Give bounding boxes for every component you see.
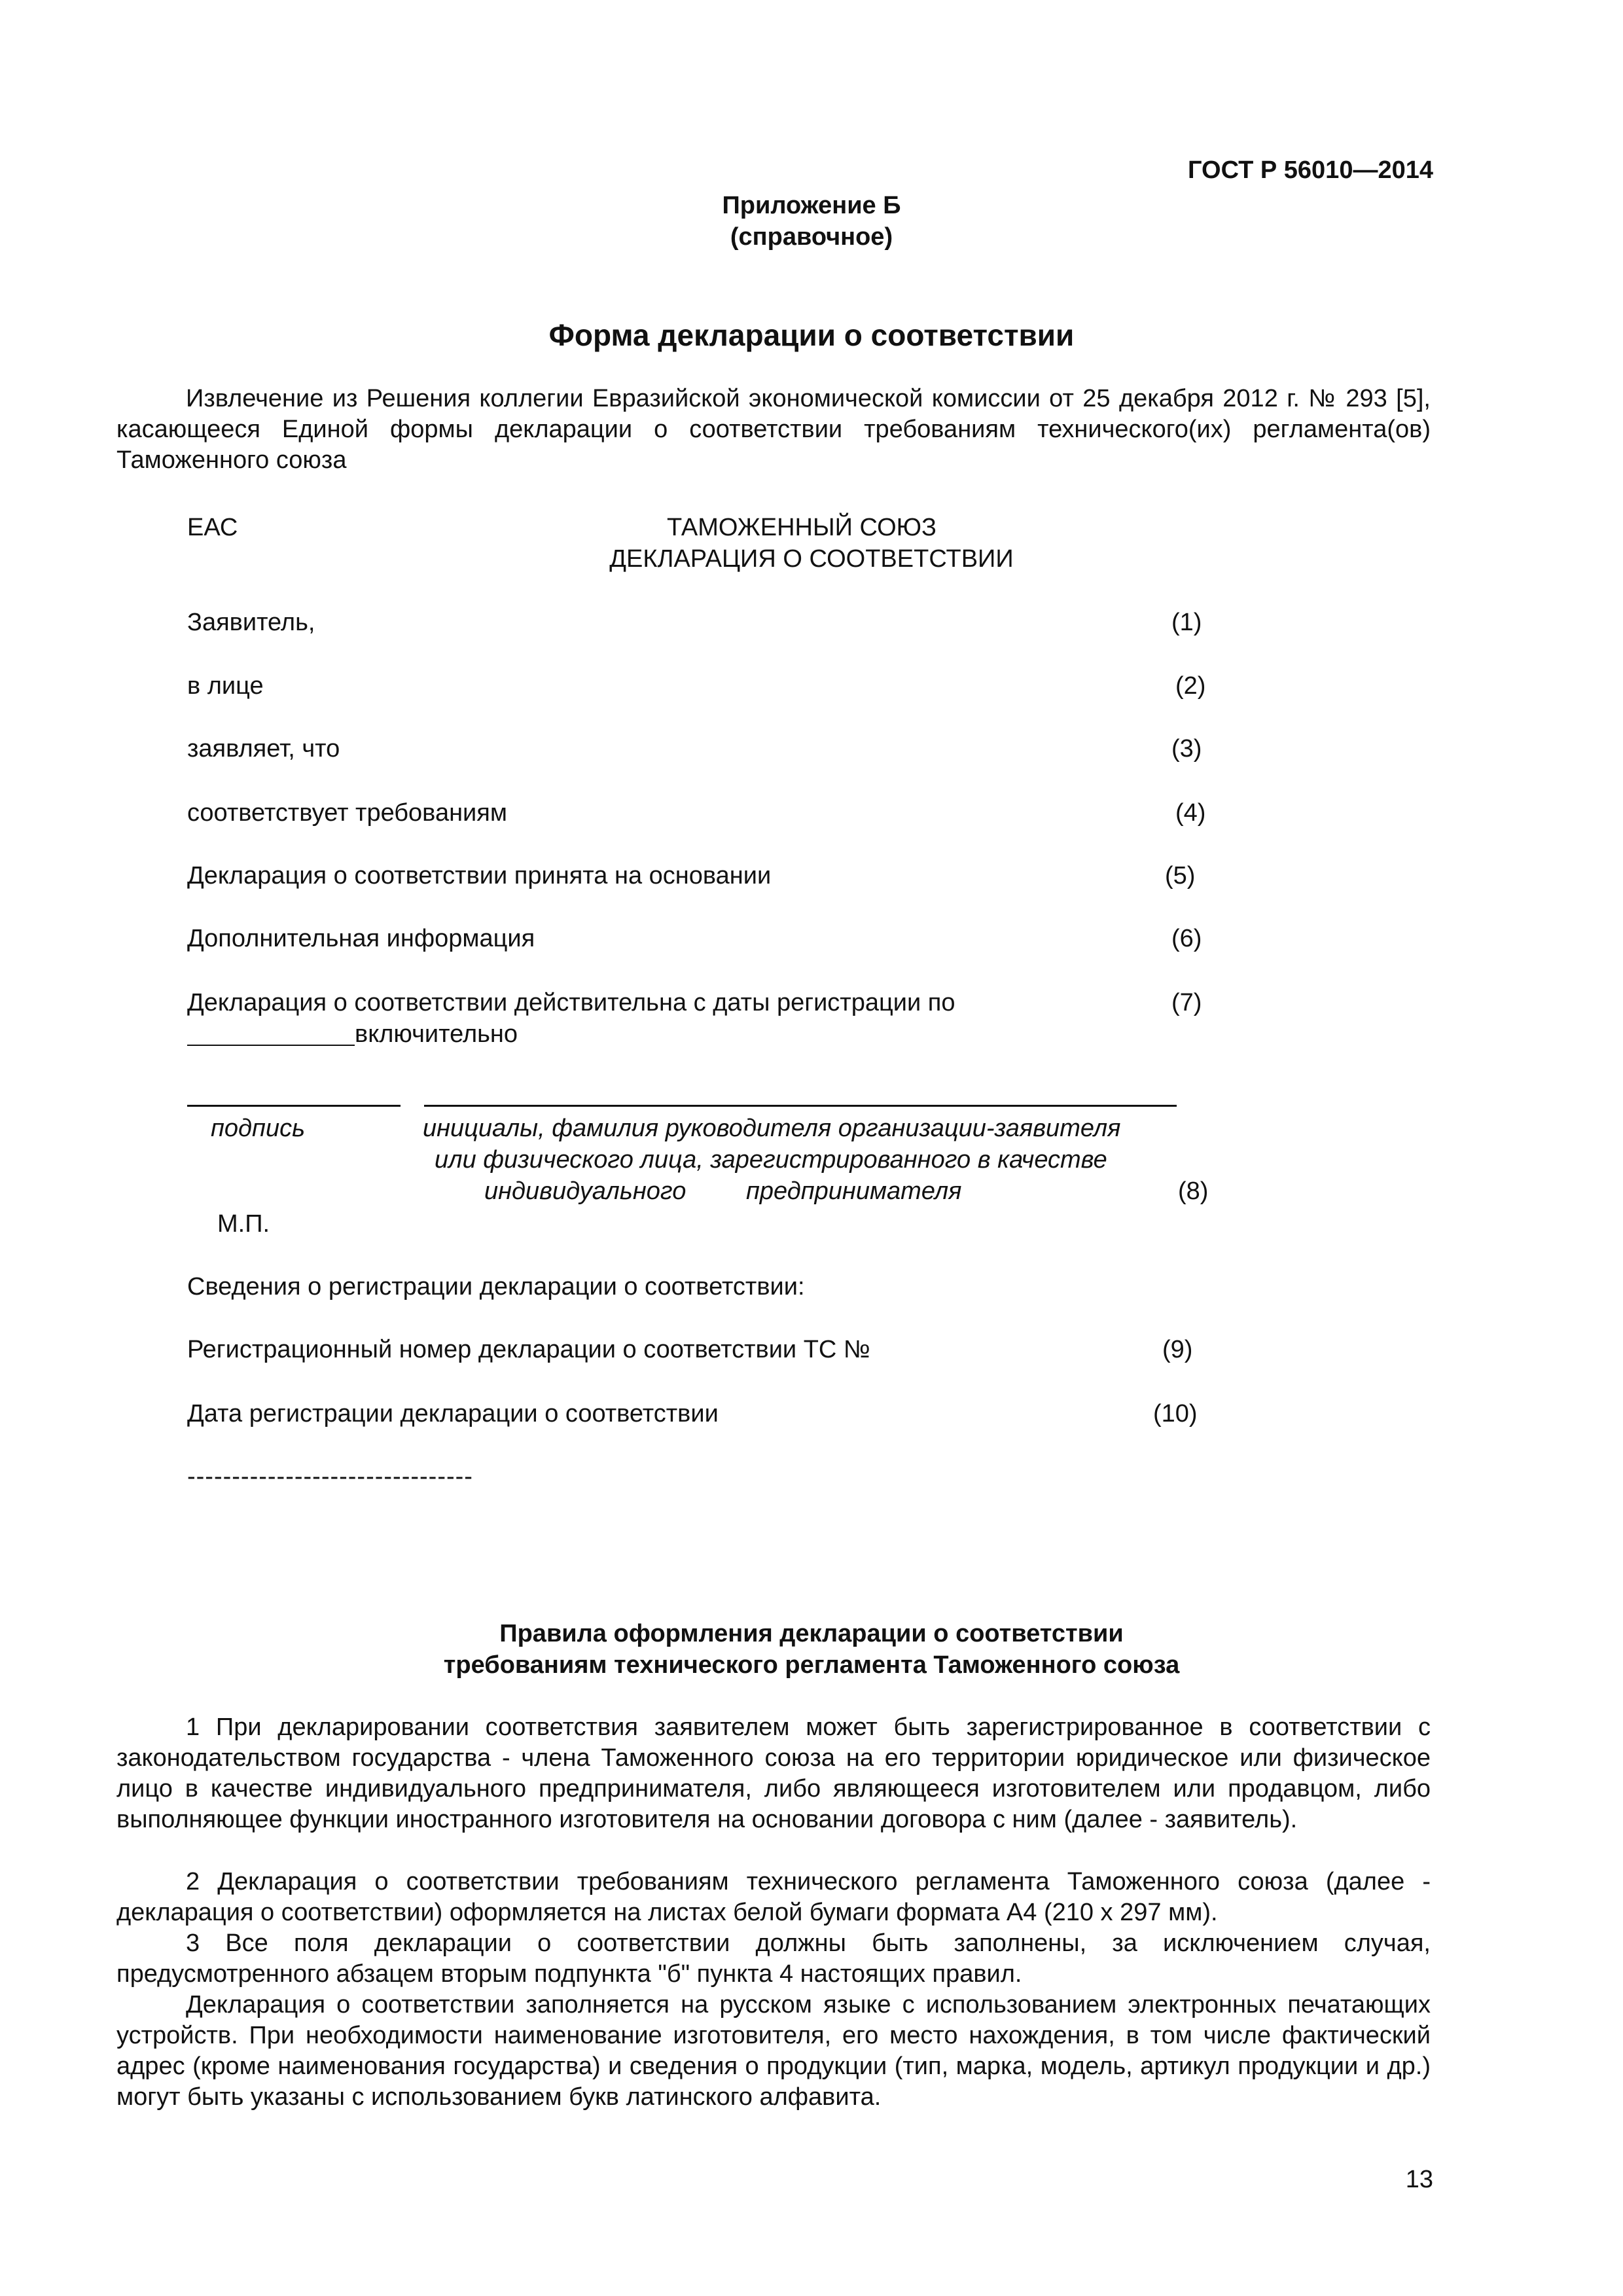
field-num-1: (1): [1171, 609, 1202, 636]
rules-paragraph-1: 1 При декларировании соответствия заявителем может быть зарегистрированное в соответствии с законодательством государства - члена Таможенного союза на его территории юридическое или физическое лицо в качестве индивидуального предпринимателя, либо являющееся изготовителем или продавцом, либо выполняющее функции иностранного изготовителя на основании договора с ним (далее - заявитель).: [116, 1713, 1431, 1833]
field-num-7: (7): [1171, 989, 1202, 1016]
signer-name-line: [424, 1105, 1177, 1107]
field-basis: Декларация о соответствии принята на основании: [187, 862, 772, 889]
registration-number: Регистрационный номер декларации о соответствии ТС №: [187, 1336, 870, 1363]
signer-caption-line2: или физического лица, зарегистрированного в качестве: [435, 1146, 1107, 1174]
signer-caption-line1: инициалы, фамилия руководителя организации-заявителя: [423, 1115, 1121, 1142]
customs-union-label: ТАМОЖЕННЫЙ СОЮЗ: [666, 514, 936, 541]
field-additional-info: Дополнительная информация: [187, 925, 535, 952]
field-complies: соответствует требованиям: [187, 799, 507, 827]
declaration-heading: ДЕКЛАРАЦИЯ О СООТВЕТСТВИИ: [609, 545, 1014, 573]
intro-paragraph: Извлечение из Решения коллегии Евразийской экономической комиссии от 25 декабря 2012 г. № 293 [5], касающееся Единой формы декларации о соответствии требованиям технического(их) регламента(ов) Таможенного союза: [116, 385, 1431, 474]
rules-paragraph-2: 2 Декларация о соответствии требованиям технического регламента Таможенного союза (далее - декларация о соответствии) оформляется на листах белой бумаги формата А4 (210 x 297 мм).: [116, 1868, 1431, 1926]
field-declares: заявляет, что: [187, 735, 340, 762]
rules-title-line2: требованиям технического регламента Таможенного союза: [443, 1651, 1180, 1679]
signer-caption-line3a: индивидуального: [484, 1177, 687, 1205]
field-num-3: (3): [1171, 735, 1202, 762]
field-represented-by: в лице: [187, 672, 264, 700]
field-num-5: (5): [1165, 862, 1196, 889]
field-num-8: (8): [1178, 1177, 1209, 1205]
rules-paragraph-3: 3 Все поля декларации о соответствии должны быть заполнены, за исключением случая, предусмотренного абзацем вторым подпункта "б" пункта 4 настоящих правил.: [116, 1929, 1431, 1988]
rules-title-line1: Правила оформления декларации о соответствии: [499, 1620, 1124, 1647]
page-number: 13: [1405, 2166, 1433, 2193]
standard-code: ГОСТ Р 56010—2014: [1188, 156, 1433, 184]
signer-caption-line3b: предпринимателя: [746, 1177, 962, 1205]
field-num-9: (9): [1162, 1336, 1193, 1363]
signature-line: [187, 1105, 401, 1107]
appendix-note: (справочное): [730, 223, 893, 251]
field-num-10: (10): [1153, 1400, 1198, 1427]
validity-suffix: включительно: [355, 1020, 518, 1048]
eac-mark: ЕАС: [187, 514, 238, 541]
dashed-separator: --------------------------------: [187, 1463, 473, 1490]
registration-info: Сведения о регистрации декларации о соответствии:: [187, 1273, 805, 1300]
signature-caption: подпись: [211, 1115, 306, 1142]
field-num-2: (2): [1175, 672, 1206, 700]
field-applicant: Заявитель,: [187, 609, 315, 636]
page-title: Форма декларации о соответствии: [548, 318, 1075, 352]
registration-date: Дата регистрации декларации о соответствии: [187, 1400, 719, 1427]
rules-paragraph-4: Декларация о соответствии заполняется на русском языке с использованием электронных печатающих устройств. При необходимости наименование изготовителя, его место нахождения, в том числе фактический адрес (кроме наименования государства) и сведения о продукции (тип, марка, модель, артикул продукции и др.) могут быть указаны с использованием букв латинского алфавита.: [116, 1991, 1431, 2111]
field-validity: Декларация о соответствии действительна с даты регистрации по: [187, 989, 955, 1016]
field-num-6: (6): [1171, 925, 1202, 952]
seal-label: М.П.: [217, 1210, 270, 1238]
validity-date-line: [187, 1045, 355, 1046]
appendix-label: Приложение Б: [722, 192, 901, 219]
field-num-4: (4): [1175, 799, 1206, 827]
